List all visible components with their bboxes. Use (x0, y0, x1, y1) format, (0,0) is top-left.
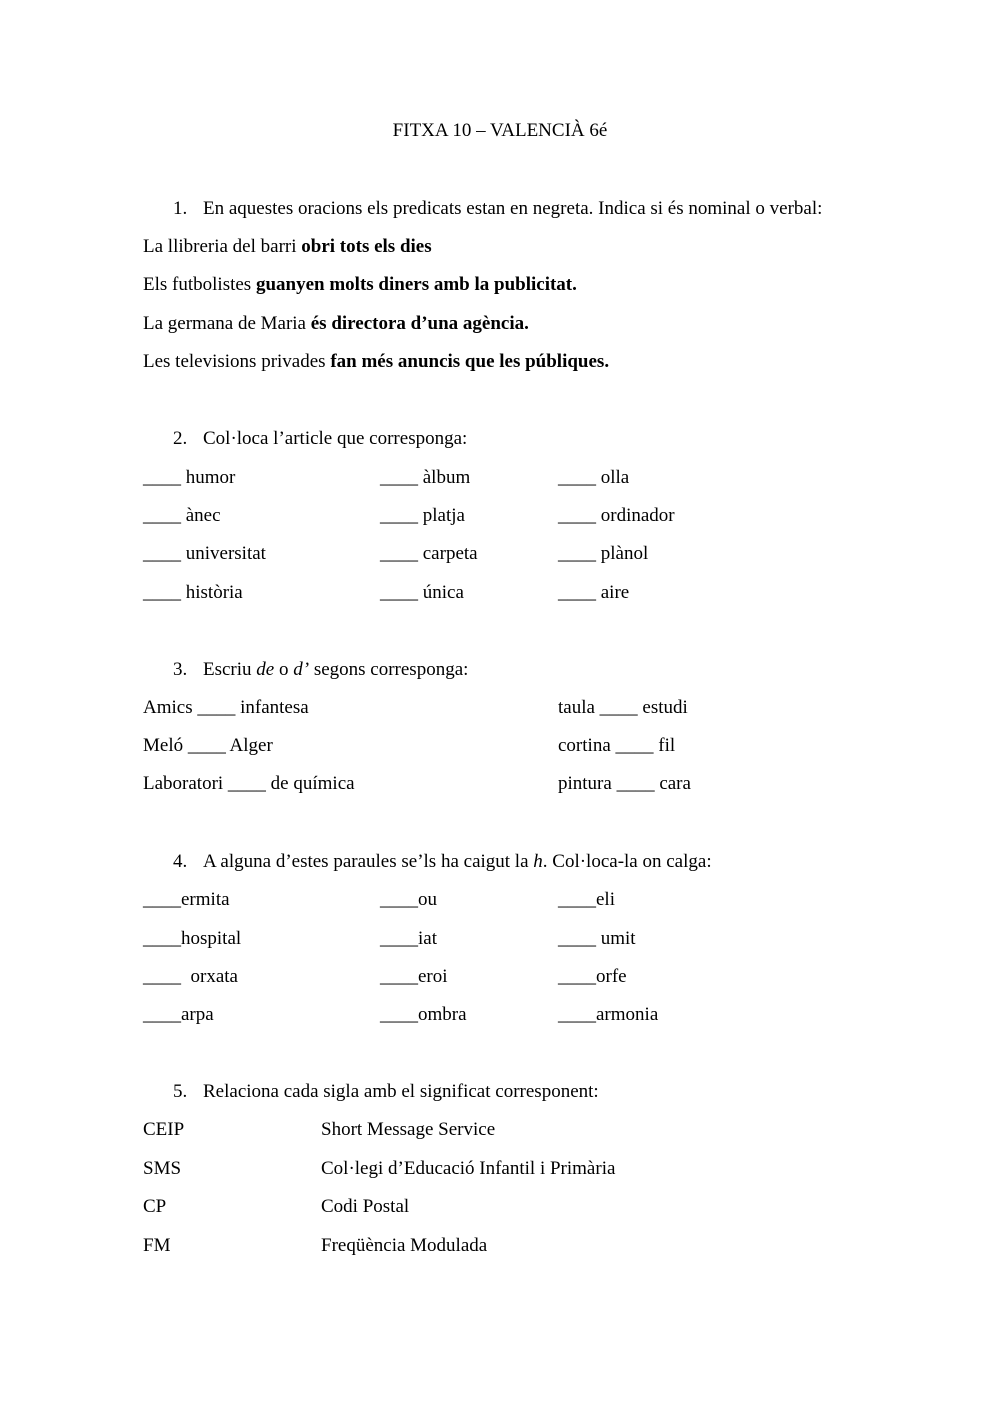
q3-item: Amics ____ infantesa (143, 697, 309, 718)
q5-meaning: Codi Postal (321, 1196, 410, 1217)
q2-item: ____ plànol (558, 543, 649, 564)
q3-item: cortina ____ fil (558, 735, 676, 756)
q2-item: ____ humor (143, 467, 236, 488)
predicate: és directora d’una agència. (310, 313, 529, 334)
predicate: guanyen molts diners amb la publicitat. (255, 274, 577, 295)
q5-instruction: Relaciona cada sigla amb el significat corresponent: (203, 1081, 599, 1102)
q2-item: ____ platja (380, 505, 465, 526)
q2-item: ____ carpeta (380, 543, 478, 564)
q3-em-d: d’ (293, 659, 310, 680)
q3-em-de: de (256, 659, 275, 680)
subject: Les televisions privades (143, 351, 331, 372)
subject: La germana de Maria (143, 313, 311, 334)
q4-item: ____ umit (558, 928, 636, 949)
q1-sentence-4 (143, 351, 609, 373)
predicate: fan més anuncis que les públiques. (330, 351, 610, 372)
q4-item: ____ orxata (143, 966, 238, 987)
q3-text-a: Escriu (203, 659, 257, 680)
q1-instruction: En aquestes oracions els predicats estan en negreta. Indica si és nominal o verbal: (203, 198, 823, 219)
q4-item: ____ou (380, 889, 437, 910)
q2-item: ____ única (380, 582, 464, 603)
q5-meaning: Freqüència Modulada (321, 1235, 488, 1256)
q3-number: 3. (173, 659, 188, 680)
q3-item: Meló ____ Alger (143, 735, 273, 756)
page-title: FITXA 10 – VALENCIÀ 6é (392, 120, 608, 141)
subject: Els futbolistes (143, 274, 256, 295)
q4-item: ____ermita (143, 889, 230, 910)
q1-sentence-2 (143, 274, 577, 296)
predicate: obri tots els dies (301, 236, 432, 257)
q3-item: taula ____ estudi (558, 697, 688, 718)
q1-sentence-3 (143, 313, 529, 335)
q5-acronym: CP (143, 1196, 167, 1217)
q3-instruction (203, 659, 468, 681)
q4-item: ____armonia (558, 1004, 659, 1025)
subject: La llibreria del barri (143, 236, 302, 257)
q4-item: ____arpa (143, 1004, 214, 1025)
q3-text-c: segons corresponga: (309, 659, 469, 680)
q2-item: ____ ordinador (558, 505, 675, 526)
q4-item: ____iat (380, 928, 437, 949)
q5-meaning: Col·legi d’Educació Infantil i Primària (321, 1158, 616, 1179)
q2-number: 2. (173, 428, 188, 449)
q3-item: Laboratori ____ de química (143, 773, 355, 794)
q5-meaning: Short Message Service (321, 1119, 496, 1140)
q4-item: ____eli (558, 889, 615, 910)
q4-text-b: . Col·loca-la on calga: (542, 851, 712, 872)
q2-item: ____ ànec (143, 505, 221, 526)
q5-acronym: FM (143, 1235, 171, 1256)
q2-item: ____ universitat (143, 543, 266, 564)
q1-sentence-1 (143, 236, 432, 258)
q4-item: ____orfe (558, 966, 627, 987)
q2-item: ____ història (143, 582, 243, 603)
q5-number: 5. (173, 1081, 188, 1102)
q4-number: 4. (173, 851, 188, 872)
q4-instruction (203, 851, 712, 873)
q5-acronym: CEIP (143, 1119, 185, 1140)
q1-number: 1. (173, 198, 188, 219)
q3-text-b: o (274, 659, 294, 680)
q2-instruction: Col·loca l’article que corresponga: (203, 428, 468, 449)
q2-item: ____ àlbum (380, 467, 471, 488)
q4-item: ____eroi (380, 966, 448, 987)
q4-item: ____ombra (380, 1004, 467, 1025)
q2-item: ____ olla (558, 467, 630, 488)
q4-em-h: h (533, 851, 543, 872)
q2-item: ____ aire (558, 582, 630, 603)
q3-item: pintura ____ cara (558, 773, 691, 794)
q5-acronym: SMS (143, 1158, 182, 1179)
q4-text-a: A alguna d’estes paraules se’ls ha caigut la (203, 851, 534, 872)
q4-item: ____hospital (143, 928, 242, 949)
